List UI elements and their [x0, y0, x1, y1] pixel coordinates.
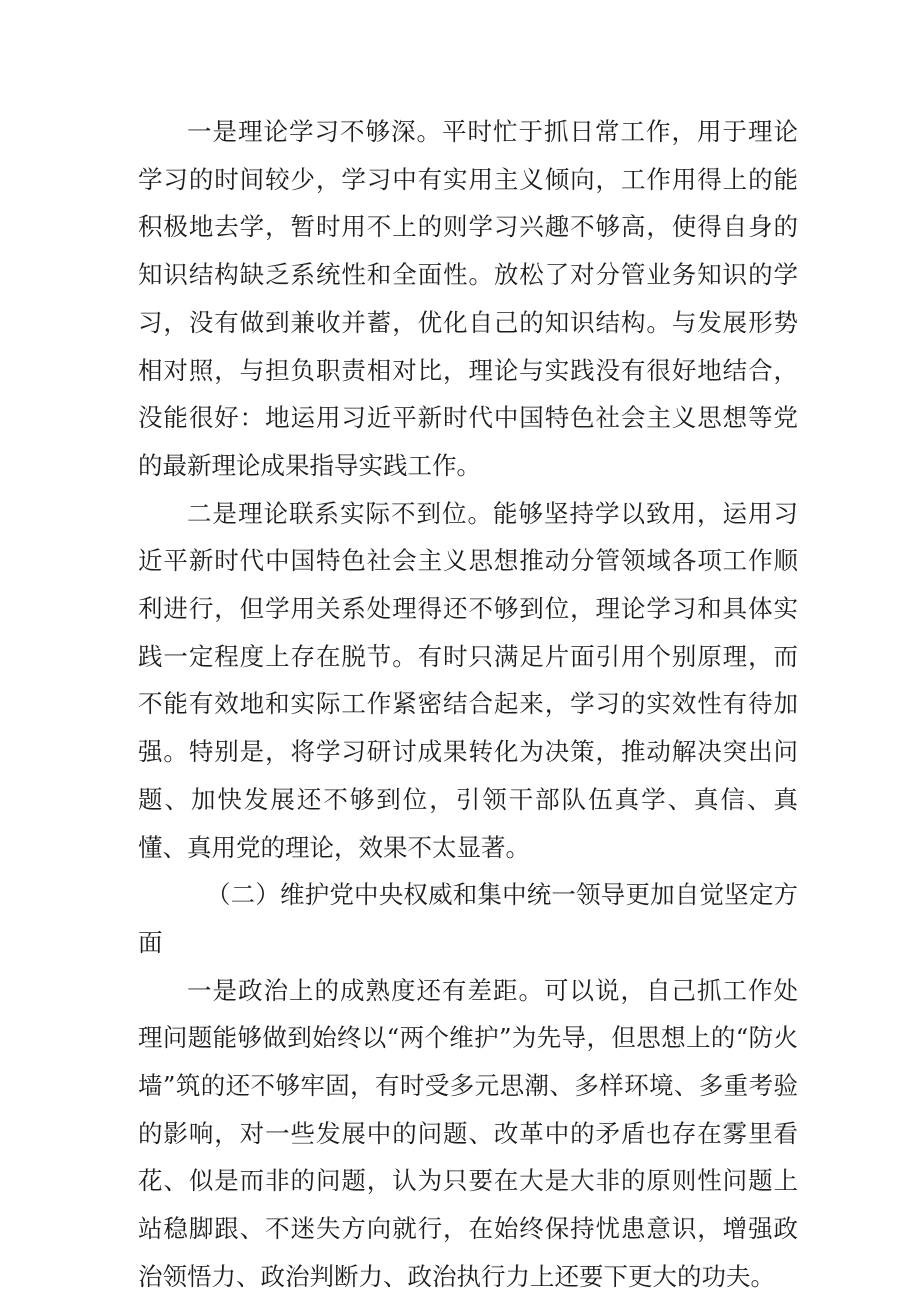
paragraph-theory-study: 一是理论学习不够深。平时忙于抓日常工作，用于理论学习的时间较少，学习中有实用主义倾向，工作用得上的能积极地去学，暂时用不上的则学习兴趣不够高，使得自身的知识结构缺乏系统性和全面性。放松了对分管业务知识的学习，没有做到兼收并蓄，优化自己的知识结构。与发展形势相对照，与担负职责相对比，理论与实践没有很好地结合，没能很好：地运用习近平新时代中国特色社会主义思想等党的最新理论成果指导实践工作。: [138, 117, 798, 480]
paragraph-political-maturity: 一是政治上的成熟度还有差距。可以说，自己抓工作处理问题能够做到始终以“两个维护”为先导，但思想上的“防火墙”筑的还不够牢固，有时受多元思潮、多样环境、多重考验的影响，对一些发展中的问题、改革中的矛盾也存在雾里看花、似是而非的问题，认为只要在大是大非的原则性问题上站稳脚跟、不迷失方向就行，在始终保持忧患意识，增强政治领悟力、政治判断力、政治执行力上还要下更大的功夫。: [138, 975, 798, 1291]
section-heading: （二）维护党中央权威和集中统一领导更加自觉坚定方面: [138, 880, 798, 957]
document-body: [138, 108, 798, 1301]
paragraph-theory-practice: 二是理论联系实际不到位。能够坚持学以致用，运用习近平新时代中国特色社会主义思想推动分管领域各项工作顺利进行，但学用关系处理得还不够到位，理论学习和具体实践一定程度上存在脱节。有时只满足片面引用个别原理，而不能有效地和实际工作紧密结合起来，学习的实效性有待加强。特别是，将学习研讨成果转化为决策，推动解决突出问题、加快发展还不够到位，引领干部队伍真学、真信、真懂、真用党的理论，效果不太显著。: [138, 498, 798, 862]
